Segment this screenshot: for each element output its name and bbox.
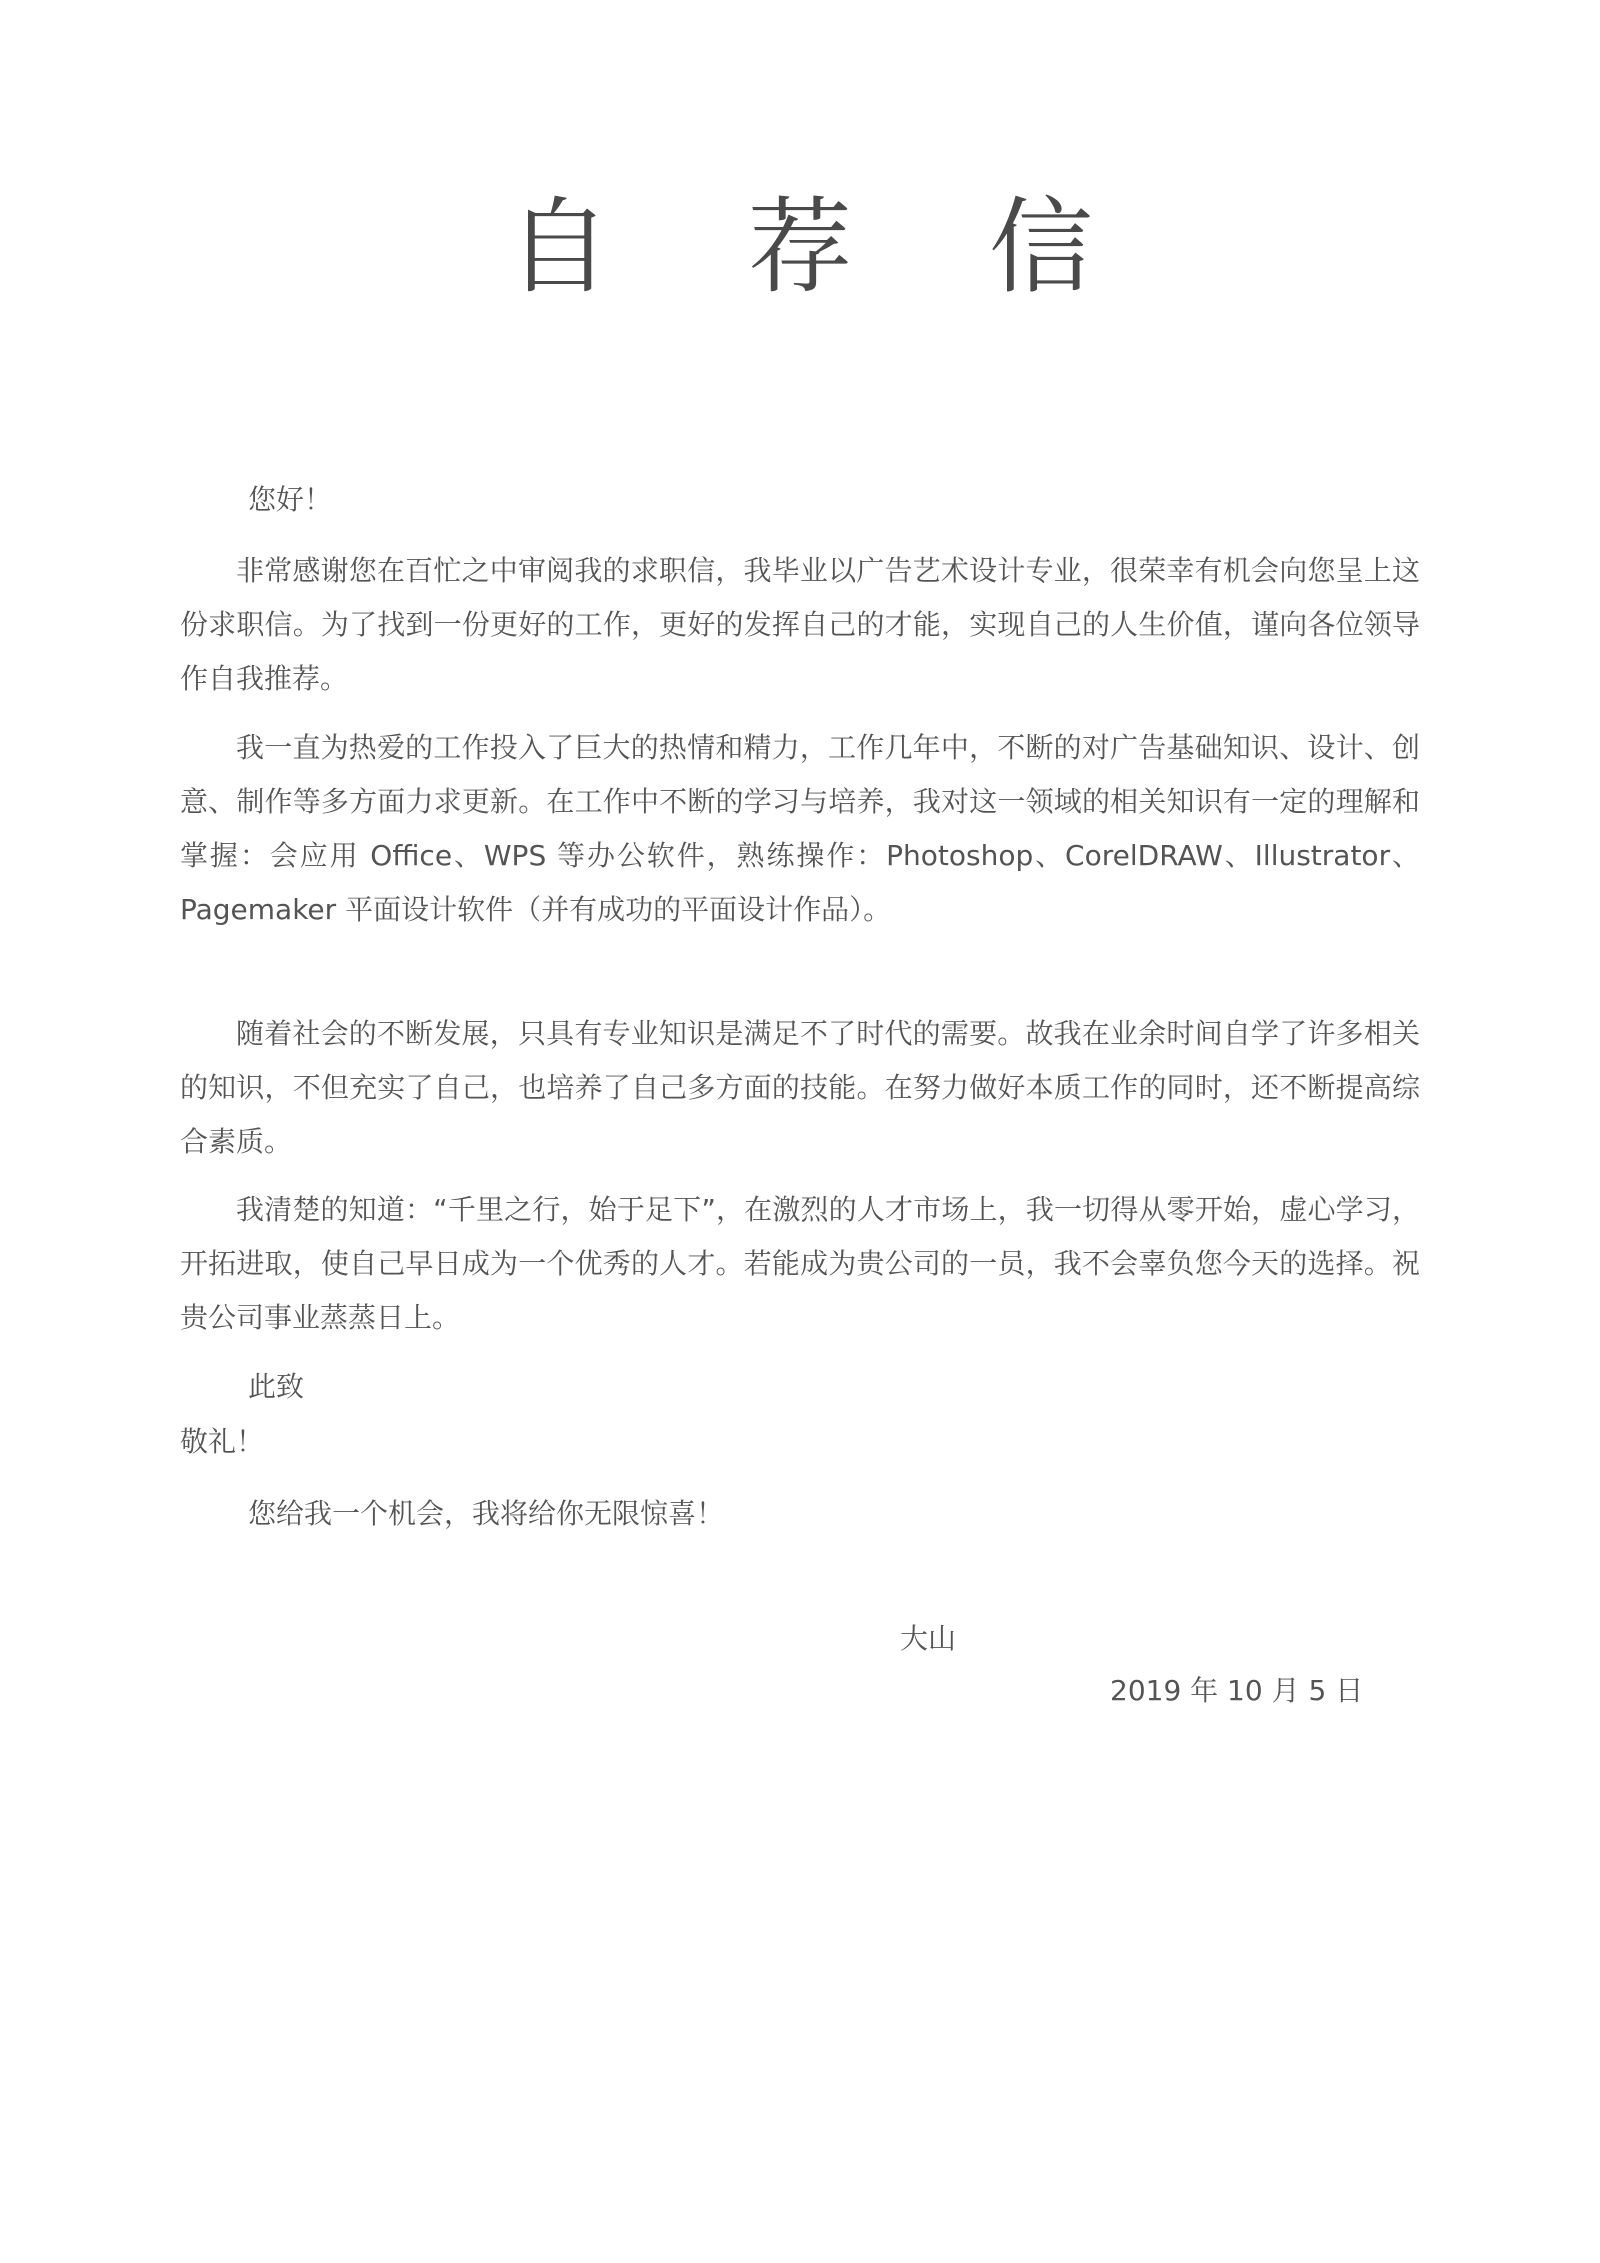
letter-greeting <box>180 473 1420 527</box>
letter-date: 2019 年 10 月 5 日 <box>1110 1674 1364 1707</box>
closing-salutation: 此致 <box>248 1370 305 1403</box>
paragraph-1 <box>180 544 1420 706</box>
paragraph-1-text: 非常感谢您在百忙之中审阅我的求职信，我毕业以广告艺术设计专业，很荣幸有机会向您呈上这份求职信。为了找到一份更好的工作，更好的发挥自己的才能，实现自己的人生价值，谨向各位领导作自我推荐。 <box>180 554 1420 695</box>
closing-regards: 敬礼！ <box>180 1425 265 1458</box>
letter-title: 自 荐 信 <box>506 186 1146 308</box>
paragraph-3 <box>180 1007 1420 1169</box>
paragraph-4-text: 我清楚的知道：“千里之行，始于足下”，在激烈的人才市场上，我一切得从零开始，虚心学习，开拓进取，使自己早日成为一个优秀的人才。若能成为贵公司的一员，我不会辜负您今天的选择。祝贵公司事业蒸蒸日上。 <box>180 1193 1420 1334</box>
greeting-text: 您好！ <box>248 483 333 516</box>
signature-name: 大山 <box>900 1622 957 1655</box>
paragraph-2 <box>180 721 1420 937</box>
paragraph-3-text: 随着社会的不断发展，只具有专业知识是满足不了时代的需要。故我在业余时间自学了许多相关的知识，不但充实了自己，也培养了自己多方面的技能。在努力做好本质工作的同时，还不断提高综合素质。 <box>180 1017 1420 1158</box>
paragraph-4 <box>180 1183 1420 1345</box>
closing-remark: 您给我一个机会，我将给你无限惊喜！ <box>248 1497 725 1530</box>
paragraph-2-text: 我一直为热爱的工作投入了巨大的热情和精力，工作几年中，不断的对广告基础知识、设计、创意、制作等多方面力求更新。在工作中不断的学习与培养，我对这一领域的相关知识有一定的理解和掌握：会应用 Office、WPS 等办公软件，熟练操作：Photoshop、CorelDRAW、Illustrator、Pagemaker 平面设计软件（并有成功的平面设计作品）。 <box>180 731 1420 926</box>
